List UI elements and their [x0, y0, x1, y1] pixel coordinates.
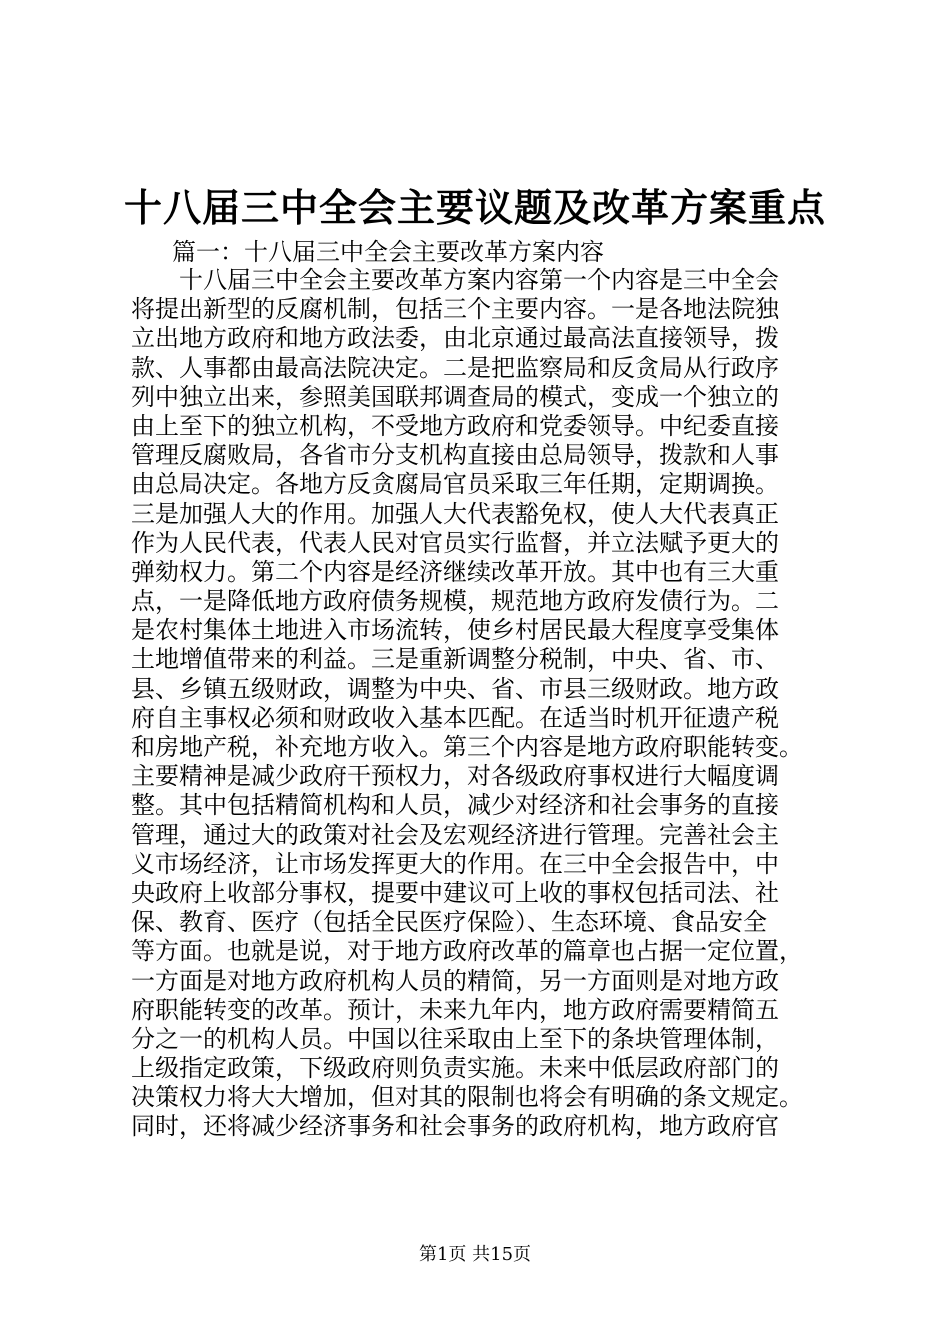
body-line: 是农村集体土地进入市场流转，使乡村居民最大程度享受集体	[131, 616, 779, 645]
body-line: 整。其中包括精简机构和人员，减少对经济和社会事务的直接	[131, 791, 779, 820]
body-line: 一方面是对地方政府机构人员的精简，另一方面则是对地方政	[131, 966, 779, 995]
body-line: 等方面。也就是说，对于地方政府改革的篇章也占据一定位置，	[131, 937, 803, 966]
body-line: 管理反腐败局，各省市分支机构直接由总局领导，拨款和人事	[131, 441, 779, 470]
body-line: 弹劾权力。第二个内容是经济继续改革开放。其中也有三大重	[131, 557, 779, 586]
body-line: 土地增值带来的利益。三是重新调整分税制，中央、省、市、	[131, 645, 779, 674]
body-line: 列中独立出来，参照美国联邦调查局的模式，变成一个独立的	[131, 382, 779, 411]
body-line: 和房地产税，补充地方收入。第三个内容是地方政府职能转变。	[131, 733, 803, 761]
body-line: 保、教育、医疗（包括全民医疗保险）、生态环境、食品安全	[131, 908, 767, 937]
body-line: 十八届三中全会主要改革方案内容第一个内容是三中全会	[131, 266, 779, 294]
body-line: 由总局决定。各地方反贪腐局官员采取三年任期，定期调换。	[131, 470, 779, 499]
body-text	[131, 266, 831, 1142]
page-footer: 第1页 共15页	[418, 1244, 532, 1265]
body-line: 分之一的机构人员。中国以往采取由上至下的条块管理体制，	[131, 1024, 779, 1053]
body-line: 三是加强人大的作用。加强人大代表豁免权，使人大代表真正	[131, 499, 779, 528]
body-line: 由上至下的独立机构，不受地方政府和党委领导。中纪委直接	[131, 411, 779, 440]
body-line: 义市场经济，让市场发挥更大的作用。在三中全会报告中，中	[131, 849, 779, 878]
body-line: 上级指定政策，下级政府则负责实施。未来中低层政府部门的	[131, 1054, 779, 1083]
body-line: 款、人事都由最高法院决定。二是把监察局和反贪局从行政序	[131, 353, 779, 382]
body-line: 将提出新型的反腐机制，包括三个主要内容。一是各地法院独	[131, 295, 779, 324]
body-line: 主要精神是减少政府干预权力，对各级政府事权进行大幅度调	[131, 762, 779, 791]
body-line: 管理，通过大的政策对社会及宏观经济进行管理。完善社会主	[131, 820, 779, 849]
body-line: 决策权力将大大增加，但对其的限制也将会有明确的条文规定。	[131, 1083, 803, 1112]
body-line: 同时，还将减少经济事务和社会事务的政府机构，地方政府官	[131, 1112, 779, 1141]
body-line: 点，一是降低地方政府债务规模，规范地方政府发债行为。二	[131, 587, 779, 616]
body-line: 作为人民代表，代表人民对官员实行监督，并立法赋予更大的	[131, 528, 779, 557]
body-line: 府职能转变的改革。预计，未来九年内，地方政府需要精简五	[131, 995, 779, 1024]
document-title: 十八届三中全会主要议题及改革方案重点	[123, 185, 826, 230]
body-line: 立出地方政府和地方政法委，由北京通过最高法直接领导，拨	[131, 324, 779, 353]
body-line: 县、乡镇五级财政，调整为中央、省、市县三级财政。地方政	[131, 674, 779, 703]
body-line: 府自主事权必须和财政收入基本匹配。在适当时机开征遗产税	[131, 703, 779, 732]
section-heading: 篇一：十八届三中全会主要改革方案内容	[172, 238, 604, 266]
body-line: 央政府上收部分事权，提要中建议可上收的事权包括司法、社	[131, 878, 779, 907]
